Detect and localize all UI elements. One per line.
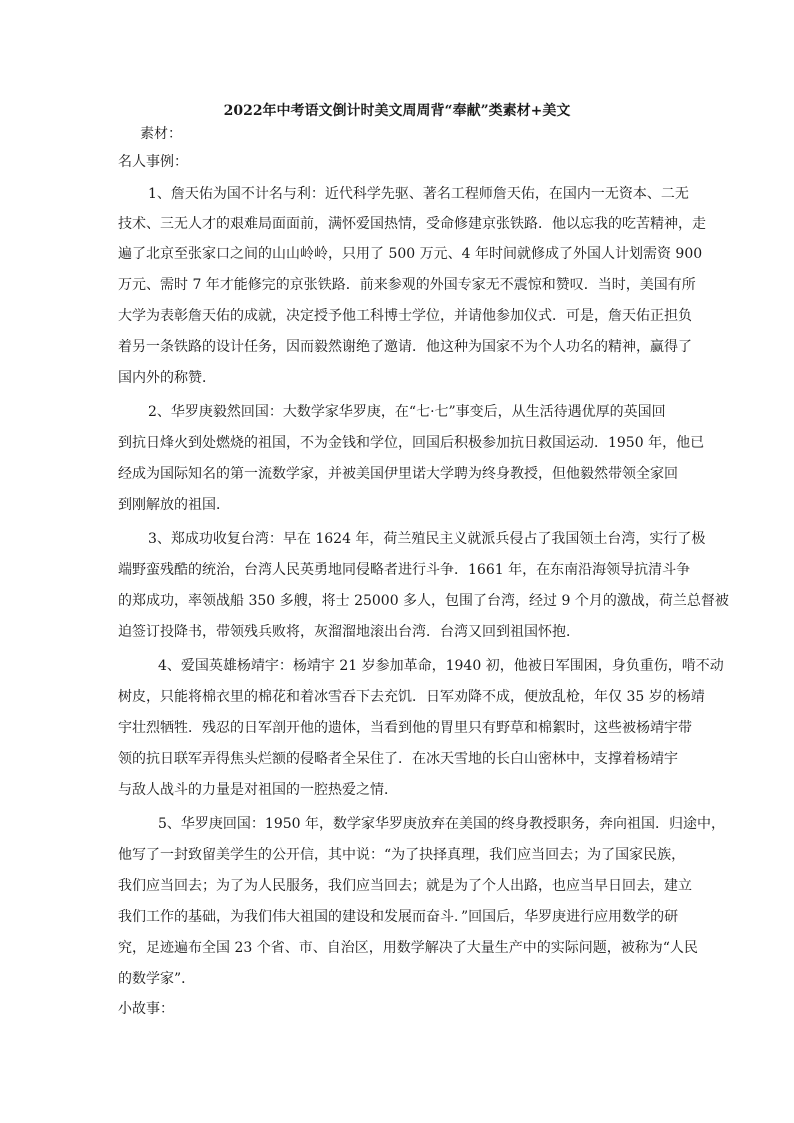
text-line: 树皮，只能将棉衣里的棉花和着冰雪吞下去充饥．日军劝降不成，便放乱枪，年仅 35 岁的杨靖 bbox=[118, 689, 705, 705]
text-line: 1、詹天佑为国不计名与利：近代科学先驱、著名工程师詹天佑，在国内一无资本、二无 bbox=[148, 186, 689, 202]
text-line: 究，足迹遍布全国 23 个省、市、自治区，用数学解决了大量生产中的实际问题，被称为“人民 bbox=[118, 940, 698, 956]
text-line: 到刚解放的祖国． bbox=[118, 497, 230, 513]
section-label-material: 素材： bbox=[140, 126, 182, 142]
text-line: 遍了北京至张家口之间的山山岭岭，只用了 500 万元、4 年时间就修成了外国人计划需资 900 bbox=[118, 246, 703, 262]
section-label-famous: 名人事例： bbox=[118, 154, 188, 170]
section-label-story: 小故事： bbox=[118, 1001, 174, 1017]
text-line: 端野蛮残酷的统治，台湾人民英勇地同侵略者进行斗争．1661 年，在东南沿海领导抗清斗争 bbox=[118, 562, 691, 578]
text-line: 我们工作的基础，为我们伟大祖国的建设和发展而奋斗．”回国后，华罗庚进行应用数学的研 bbox=[118, 909, 679, 925]
text-line: 万元、需时 7 年才能修完的京张铁路．前来参观的外国专家无不震惊和赞叹．当时，美国有所 bbox=[118, 277, 696, 293]
text-line: 的郑成功，率领战船 350 多艘，将士 25000 多人，包围了台湾，经过 9 个月的激战，荷兰总督被 bbox=[118, 593, 729, 609]
text-line: 迫签订投降书，带领残兵败将，灰溜溜地滚出台湾．台湾又回到祖国怀抱． bbox=[118, 624, 580, 640]
text-line: 的数学家”． bbox=[118, 971, 196, 987]
text-line: 大学为表彰詹天佑的成就，决定授予他工科博士学位，并请他参加仪式．可是，詹天佑正担负 bbox=[118, 308, 692, 324]
text-line: 我们应当回去；为了为人民服务，我们应当回去；就是为了个人出路，也应当早日回去，建立 bbox=[118, 878, 692, 894]
text-line: 国内外的称赞． bbox=[118, 370, 216, 386]
text-line: 与敌人战斗的力量是对祖国的一腔热爱之情． bbox=[118, 782, 398, 798]
text-line: 5、华罗庚回国：1950 年，数学家华罗庚放弃在美国的终身教授职务，奔向祖国．归途中， bbox=[158, 816, 725, 832]
text-line: 他写了一封致留美学生的公开信，其中说：“为了抉择真理，我们应当回去；为了国家民族， bbox=[118, 847, 686, 863]
text-line: 到抗日烽火到处燃烧的祖国，不为金钱和学位，回国后积极参加抗日救国运动．1950 年，他已 bbox=[118, 435, 705, 451]
text-line: 2、华罗庚毅然回国：大数学家华罗庚，在“七·七”事变后，从生活待遇优厚的英国回 bbox=[148, 404, 666, 420]
text-line: 技术、三无人才的艰难局面面前，满怀爱国热情，受命修建京张铁路．他以忘我的吃苦精神，走 bbox=[118, 216, 706, 232]
text-line: 领的抗日联军弄得焦头烂额的侵略者全呆住了．在冰天雪地的长白山密林中，支撑着杨靖宇 bbox=[118, 751, 678, 767]
text-line: 4、爱国英雄杨靖宇：杨靖宇 21 岁参加革命，1940 初，他被日军围困，身负重伤，啃不动 bbox=[158, 658, 724, 674]
text-line: 宇壮烈牺牲．残忍的日军剖开他的遗体，当看到他的胃里只有野草和棉絮时，这些被杨靖宇带 bbox=[118, 720, 692, 736]
text-line: 3、郑成功收复台湾：早在 1624 年，荷兰殖民主义就派兵侵占了我国领土台湾，实行了极 bbox=[148, 531, 706, 547]
page-title: 2022年中考语文倒计时美文周周背“奉献”类素材+美文 bbox=[223, 103, 571, 119]
text-line: 着另一条铁路的设计任务，因而毅然谢绝了邀请．他这种为国家不为个人功名的精神，赢得了 bbox=[118, 339, 692, 355]
text-line: 经成为国际知名的第一流数学家，并被美国伊里诺大学聘为终身教授，但他毅然带领全家回 bbox=[118, 466, 678, 482]
